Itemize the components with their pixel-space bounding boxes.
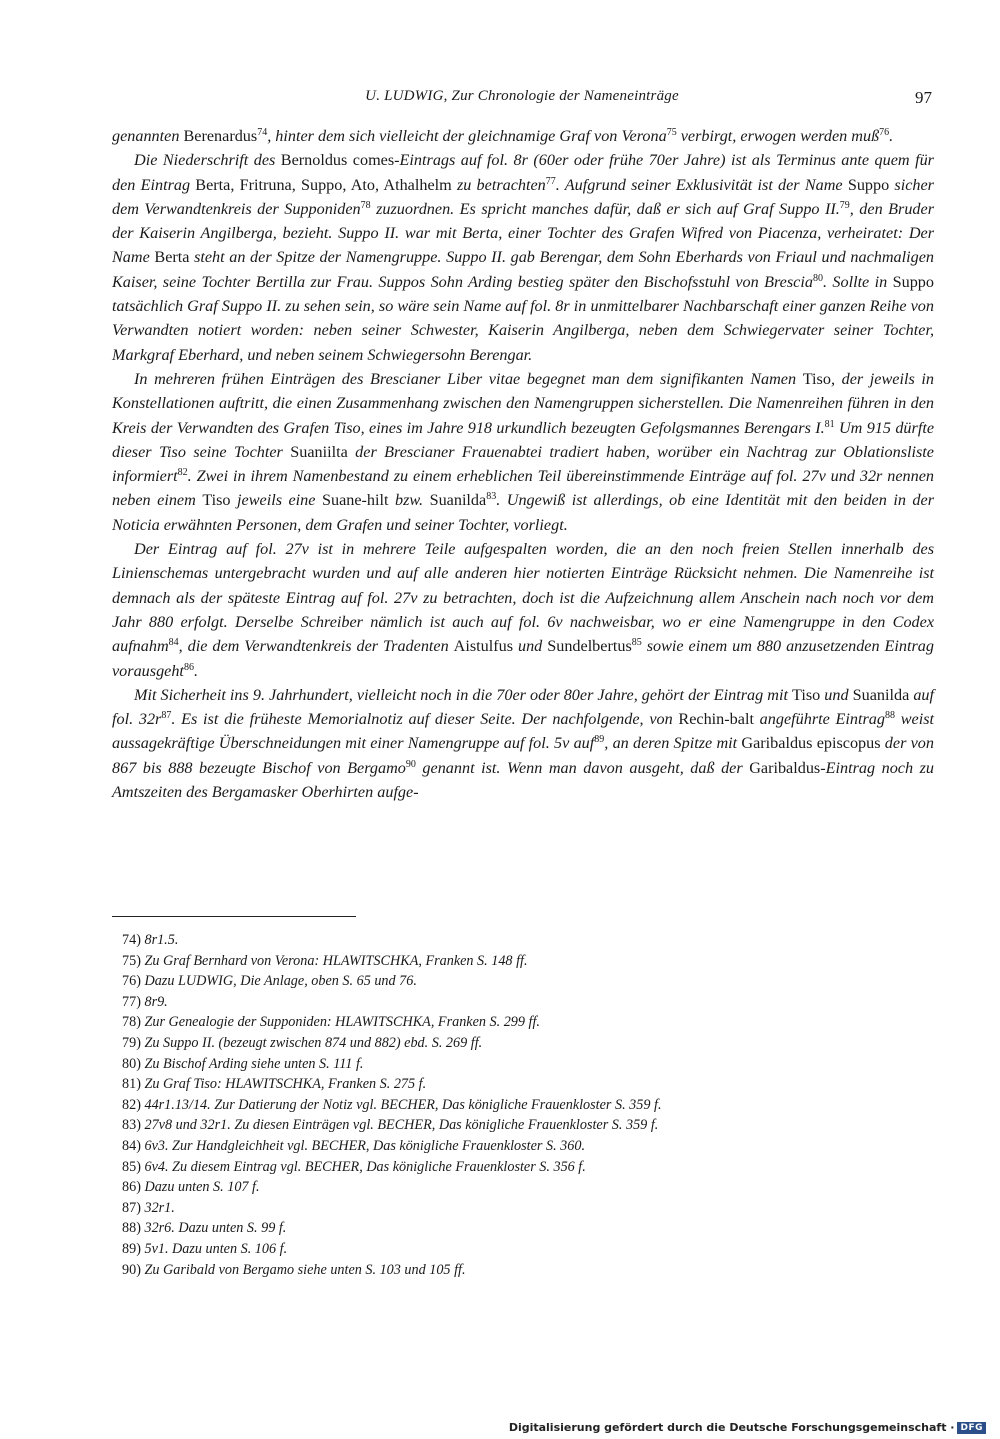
text-run: steht an der Spitze der Namengruppe. Suppo II. gab Berengar, dem Sohn Eberhards von Friaul und nachmaligen Kaiser, seine Tochter Bertilla zur Frau. Suppos Sohn Arding bestieg später den Bischofsstuhl von Brescia bbox=[112, 248, 935, 291]
footnote-number: 82) bbox=[122, 1096, 141, 1113]
paragraph bbox=[112, 148, 934, 367]
footnote-ref: 75 bbox=[666, 127, 677, 138]
footnote-text: 6v3. Zur Handgleichheit vgl. BECHER, Das königliche Frauenkloster S. 360. bbox=[144, 1137, 585, 1154]
footnote-text: 8r9. bbox=[144, 993, 168, 1010]
text-run: angeführte Eintrag bbox=[753, 710, 885, 729]
footnote-number: 86) bbox=[122, 1179, 141, 1196]
footnote-text: 32r6. Dazu unten S. 99 f. bbox=[144, 1220, 287, 1237]
text-run: und bbox=[513, 637, 548, 656]
text-run: . bbox=[193, 661, 198, 680]
footnote-text: 8r1.5. bbox=[144, 932, 179, 948]
paragraph bbox=[112, 683, 934, 804]
running-title: U. LUDWIG, Zur Chronologie der Nameneinträge bbox=[365, 88, 679, 104]
footnote-text: 6v4. Zu diesem Eintrag vgl. BECHER, Das königliche Frauenkloster S. 356 f. bbox=[144, 1158, 586, 1175]
credit-text: Digitalisierung gefördert durch die Deutsche Forschungsgemeinschaft · bbox=[508, 1421, 955, 1434]
footnote bbox=[122, 930, 902, 951]
footnote-number: 88) bbox=[122, 1220, 141, 1237]
text-run: , an deren Spitze mit bbox=[604, 734, 742, 753]
footnote-ref: 74 bbox=[257, 127, 268, 138]
footnote-ref: 77 bbox=[545, 175, 556, 187]
footnote-number: 90) bbox=[122, 1261, 141, 1278]
footnote-text: 32r1. bbox=[144, 1199, 175, 1216]
source-name: Suanilda bbox=[852, 685, 910, 704]
text-run: -Eintrags auf fol. 8r (60er oder frühe 70er Jahre) ist als Terminus ante quem für den Eintrag bbox=[112, 151, 934, 194]
footnote-ref: 80 bbox=[812, 272, 823, 284]
text-run: -Eintrag noch zu Amtszeiten des Bergamasker Oberhirten aufge- bbox=[112, 758, 934, 802]
footnote-ref: 81 bbox=[824, 418, 835, 430]
footnote-ref: 76 bbox=[879, 127, 890, 138]
text-run: genannten bbox=[112, 127, 184, 145]
text-run: . Es ist die früheste Memorialnotiz auf dieser Seite. Der nachfolgende, von bbox=[171, 710, 679, 729]
footnote-text: 44r1.13/14. Zur Datierung der Notiz vgl. BECHER, Das königliche Frauenkloster S. 359 f. bbox=[144, 1096, 662, 1113]
paragraph bbox=[112, 537, 934, 683]
footnote-number: 77) bbox=[122, 993, 141, 1010]
footnote bbox=[122, 1177, 902, 1198]
text-run: sicher dem Verwandtenkreis der Supponiden bbox=[112, 175, 934, 218]
text-run: sowie einem um 880 anzusetzenden Eintrag vorausgeht bbox=[112, 637, 934, 680]
source-name: Garibaldus episcopus bbox=[741, 734, 881, 753]
footnote-text: Zu Graf Tiso: HLAWITSCHKA, Franken S. 275 f. bbox=[144, 1076, 427, 1093]
footnote-ref: 79 bbox=[839, 199, 850, 211]
page-number: 97 bbox=[915, 88, 932, 107]
source-name: Suanilda bbox=[429, 491, 487, 510]
footnotes bbox=[122, 930, 902, 1280]
footnote-number: 79) bbox=[122, 1034, 141, 1051]
footnote-number: 76) bbox=[122, 973, 141, 990]
footnote-ref: 85 bbox=[631, 637, 642, 649]
footnote-number: 78) bbox=[122, 1014, 141, 1031]
text-run: verbirgt, erwogen werden muß bbox=[676, 127, 880, 145]
footnote-text: Zu Graf Bernhard von Verona: HLAWITSCHKA, Franken S. 148 ff. bbox=[144, 952, 528, 969]
text-run: weist aussagekräftige Überschneidungen mit einer Namengruppe auf fol. 5v auf bbox=[112, 710, 935, 753]
footnote-text: Dazu unten S. 107 f. bbox=[144, 1179, 260, 1196]
text-run: , die dem Verwandtenkreis der Tradenten bbox=[178, 637, 454, 656]
footnote bbox=[122, 1033, 902, 1054]
footnote bbox=[122, 1074, 902, 1095]
source-name: Suppo bbox=[892, 272, 934, 291]
text-run: der Brescianer Frauenabtei tradiert haben, worüber ein Nachtrag zur Oblationsliste informiert bbox=[112, 442, 934, 486]
text-run: , der jeweils in Konstellationen auftritt, die einen Zusammenhang zwischen den Namengruppen sicherstellen. Die Namenreihen führen in den Kreis der Verwandten des Grafen Tiso, eines im Jahre 918 urkundlich bezeugten Gefolgsmannes Berengars I. bbox=[112, 369, 934, 437]
footnote bbox=[122, 1157, 902, 1178]
text-run: genannt ist. Wenn man davon ausgeht, daß der bbox=[415, 758, 750, 777]
footnote-ref: 82 bbox=[177, 467, 188, 479]
text-run: . Ungewiß ist allerdings, ob eine Identität mit den beiden in der Noticia erwähnten Personen, dem Grafen und seiner Tochter, vorliegt. bbox=[112, 491, 934, 534]
source-name: Garibaldus bbox=[749, 758, 821, 777]
footnote-number: 87) bbox=[122, 1199, 141, 1216]
paragraph bbox=[112, 124, 934, 148]
text-run: und bbox=[820, 685, 853, 704]
source-name: Berenardus bbox=[183, 127, 258, 145]
footnote-number: 80) bbox=[122, 1055, 141, 1072]
text-run: , hinter dem sich vielleicht der gleichnamige Graf von Verona bbox=[267, 127, 667, 145]
text-run: tatsächlich Graf Suppo II. zu sehen sein, so wäre sein Name auf fol. 8r in unmittelbarer Nachbarschaft einer ganzen Reihe von Verwandten notiert worden: neben seiner Schwester, Kaiserin Angilberga, neben dem Schwiegervater seiner Tochter, Markgraf Eberhard, und neben seinem Schwiegersohn Berengar. bbox=[112, 297, 934, 364]
footnote-text: 5v1. Dazu unten S. 106 f. bbox=[144, 1240, 288, 1257]
paragraph bbox=[112, 367, 934, 537]
source-name: Suane-hilt bbox=[321, 491, 389, 510]
footnote-number: 75) bbox=[122, 952, 141, 969]
source-name: Rechin-balt bbox=[678, 710, 754, 729]
footnote bbox=[122, 1198, 902, 1219]
text-run: zu betrachten bbox=[451, 175, 546, 194]
footnote-ref: 86 bbox=[183, 661, 194, 673]
dfg-logo: DFG bbox=[957, 1422, 986, 1434]
footnote bbox=[122, 1095, 902, 1116]
footnote bbox=[122, 1239, 902, 1260]
footnote-ref: 87 bbox=[161, 710, 172, 722]
footnote-ref: 83 bbox=[486, 491, 497, 503]
source-name: Aistulfus bbox=[453, 637, 514, 656]
text-run: . Sollte in bbox=[822, 272, 893, 291]
text-run: bzw. bbox=[388, 491, 430, 510]
footnote-number: 84) bbox=[122, 1137, 141, 1154]
footnote bbox=[122, 1218, 902, 1239]
footnote-ref: 84 bbox=[168, 637, 179, 649]
text-run: zuzuordnen. Es spricht manches dafür, daß er sich auf Graf Suppo II. bbox=[370, 199, 840, 218]
footnote-ref: 78 bbox=[360, 199, 371, 211]
footnote-ref: 89 bbox=[594, 734, 605, 746]
source-name: Berta bbox=[154, 248, 190, 267]
footnote-text: Zu Garibald von Bergamo siehe unten S. 103 und 105 ff. bbox=[144, 1261, 466, 1278]
footnote-text: Zu Bischof Arding siehe unten S. 111 f. bbox=[144, 1055, 364, 1072]
footnote bbox=[122, 992, 902, 1013]
footnote-text: Zu Suppo II. (bezeugt zwischen 874 und 882) ebd. S. 269 ff. bbox=[144, 1034, 483, 1051]
text-run: der von 867 bis 888 bezeugte Bischof von Bergamo bbox=[112, 734, 934, 777]
footnote-number: 89) bbox=[122, 1240, 141, 1257]
footnote bbox=[122, 1260, 902, 1281]
text-run: . Zwei in ihrem Namenbestand zu einem erheblichen Teil übereinstimmende Einträge auf fol. 27v und 32r nennen neben einem bbox=[112, 467, 934, 510]
text-run: Die Niederschrift des bbox=[134, 151, 281, 170]
footnote-number: 83) bbox=[122, 1117, 141, 1134]
source-name: Tiso bbox=[802, 369, 831, 388]
footnote bbox=[122, 971, 902, 992]
text-run: Der Eintrag auf fol. 27v ist in mehrere Teile aufgespalten worden, die an den noch freien Stellen innerhalb des Linienschemas untergebracht wurden und auf alle anderen hier notierten Einträge Rücksicht nehmen. Die Namenreihe ist demnach als der späteste Eintrag auf fol. 27v zu betrachten, doch ist die Aufzeichnung allem Anschein nach noch vor dem Jahr 880 erfolgt. Derselbe Schreiber nämlich ist auch auf fol. 6v nachweisbar, wo er eine Namengruppe in den Codex aufnahm bbox=[112, 540, 934, 656]
text-run: . Aufgrund seiner Exklusivität ist der Name bbox=[555, 175, 848, 194]
footnote bbox=[122, 1054, 902, 1075]
footnote-ref: 90 bbox=[405, 758, 416, 770]
footnote-text: 27v8 und 32r1. Zu diesen Einträgen vgl. BECHER, Das königliche Frauenkloster S. 359 f. bbox=[144, 1117, 659, 1134]
footnote-number: 74) bbox=[122, 932, 141, 948]
page-header bbox=[112, 88, 932, 112]
source-name: Suppo bbox=[847, 175, 890, 194]
footnote-number: 85) bbox=[122, 1158, 141, 1175]
text-run: Mit Sicherheit ins 9. Jahrhundert, vielleicht noch in die 70er oder 80er Jahre, gehört der Eintrag mit bbox=[134, 685, 792, 704]
footnote-ref: 88 bbox=[885, 710, 895, 722]
body-text bbox=[112, 124, 934, 804]
digitization-credit bbox=[509, 1421, 986, 1434]
source-name: Tiso bbox=[792, 685, 821, 704]
footnote-text: Dazu LUDWIG, Die Anlage, oben S. 65 und 76. bbox=[144, 973, 417, 990]
text-run: . bbox=[889, 127, 894, 145]
text-run: auf fol. 32r bbox=[112, 685, 935, 729]
source-name: Sundelbertus bbox=[547, 637, 632, 656]
text-run: jeweils eine bbox=[230, 491, 322, 510]
footnote bbox=[122, 1136, 902, 1157]
footnote bbox=[122, 1012, 902, 1033]
footnote-number: 81) bbox=[122, 1076, 141, 1093]
footnote-separator bbox=[112, 916, 356, 917]
source-name: Berta, Fritruna, Suppo, Ato, Athalhelm bbox=[195, 175, 452, 194]
text-run: , den Bruder der Kaiserin Angilberga, bezieht. Suppo II. war mit Berta, einer Tochter des Grafen Wifred von Piacenza, verheiratet: Der Name bbox=[112, 199, 934, 267]
text-run: Um 915 dürfte dieser Tiso seine Tochter bbox=[112, 418, 935, 461]
source-name: Tiso bbox=[202, 491, 231, 510]
footnote-text: Zur Genealogie der Supponiden: HLAWITSCHKA, Franken S. 299 ff. bbox=[144, 1014, 540, 1031]
source-name: Suaniilta bbox=[290, 442, 348, 461]
footnote bbox=[122, 1115, 902, 1136]
footnote bbox=[122, 951, 902, 972]
source-name: Bernoldus comes bbox=[280, 151, 395, 170]
text-run: In mehreren frühen Einträgen des Brescianer Liber vitae begegnet man dem signifikanten Namen bbox=[134, 369, 803, 388]
